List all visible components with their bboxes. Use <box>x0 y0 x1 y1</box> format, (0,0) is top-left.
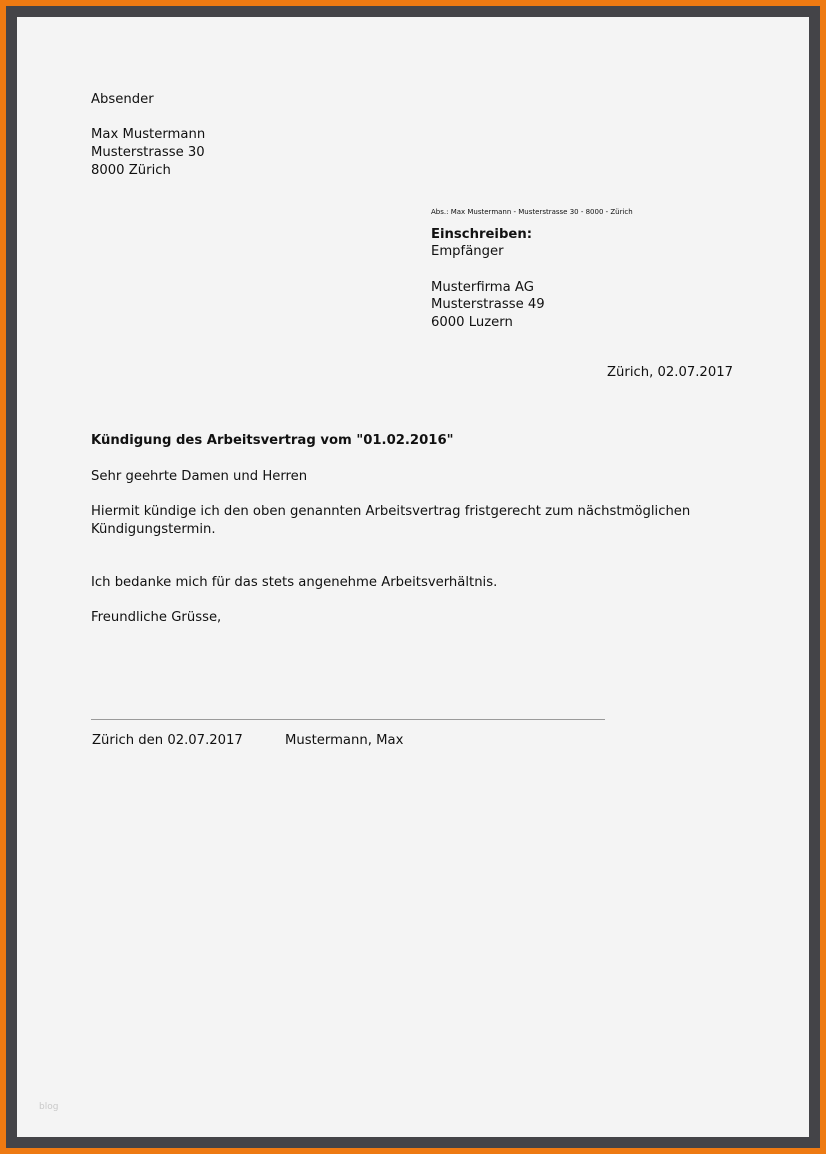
sender-street: Musterstrasse 30 <box>91 145 205 160</box>
signature-line <box>91 719 605 720</box>
signature-place-date: Zürich den 02.07.2017 <box>92 733 243 748</box>
place-date: Zürich, 02.07.2017 <box>607 365 733 380</box>
recipient-street: Musterstrasse 49 <box>431 297 545 312</box>
body-paragraph-1-line-2: Kündigungstermin. <box>91 522 216 537</box>
return-address-line: Abs.: Max Mustermann - Musterstrasse 30 - 8000 - Zürich <box>431 208 633 216</box>
sender-city: 8000 Zürich <box>91 163 171 178</box>
letter-page <box>17 17 809 1137</box>
body-paragraph-2: Ich bedanke mich für das stets angenehme Arbeitsverhältnis. <box>91 575 498 590</box>
recipient-heading: Empfänger <box>431 244 504 259</box>
sender-name: Max Mustermann <box>91 127 206 142</box>
closing: Freundliche Grüsse, <box>91 610 222 625</box>
subject-line: Kündigung des Arbeitsvertrag vom "01.02.2016" <box>91 433 454 448</box>
recipient-city: 6000 Luzern <box>431 315 513 330</box>
delivery-method: Einschreiben: <box>431 227 532 242</box>
watermark: blog <box>39 1102 59 1112</box>
body-paragraph-1-line-1: Hiermit kündige ich den oben genannten Arbeitsvertrag fristgerecht zum nächstmöglichen <box>91 504 691 519</box>
sender-heading: Absender <box>91 92 154 107</box>
recipient-company: Musterfirma AG <box>431 280 534 295</box>
salutation: Sehr geehrte Damen und Herren <box>91 469 308 484</box>
signature-name: Mustermann, Max <box>285 733 404 748</box>
